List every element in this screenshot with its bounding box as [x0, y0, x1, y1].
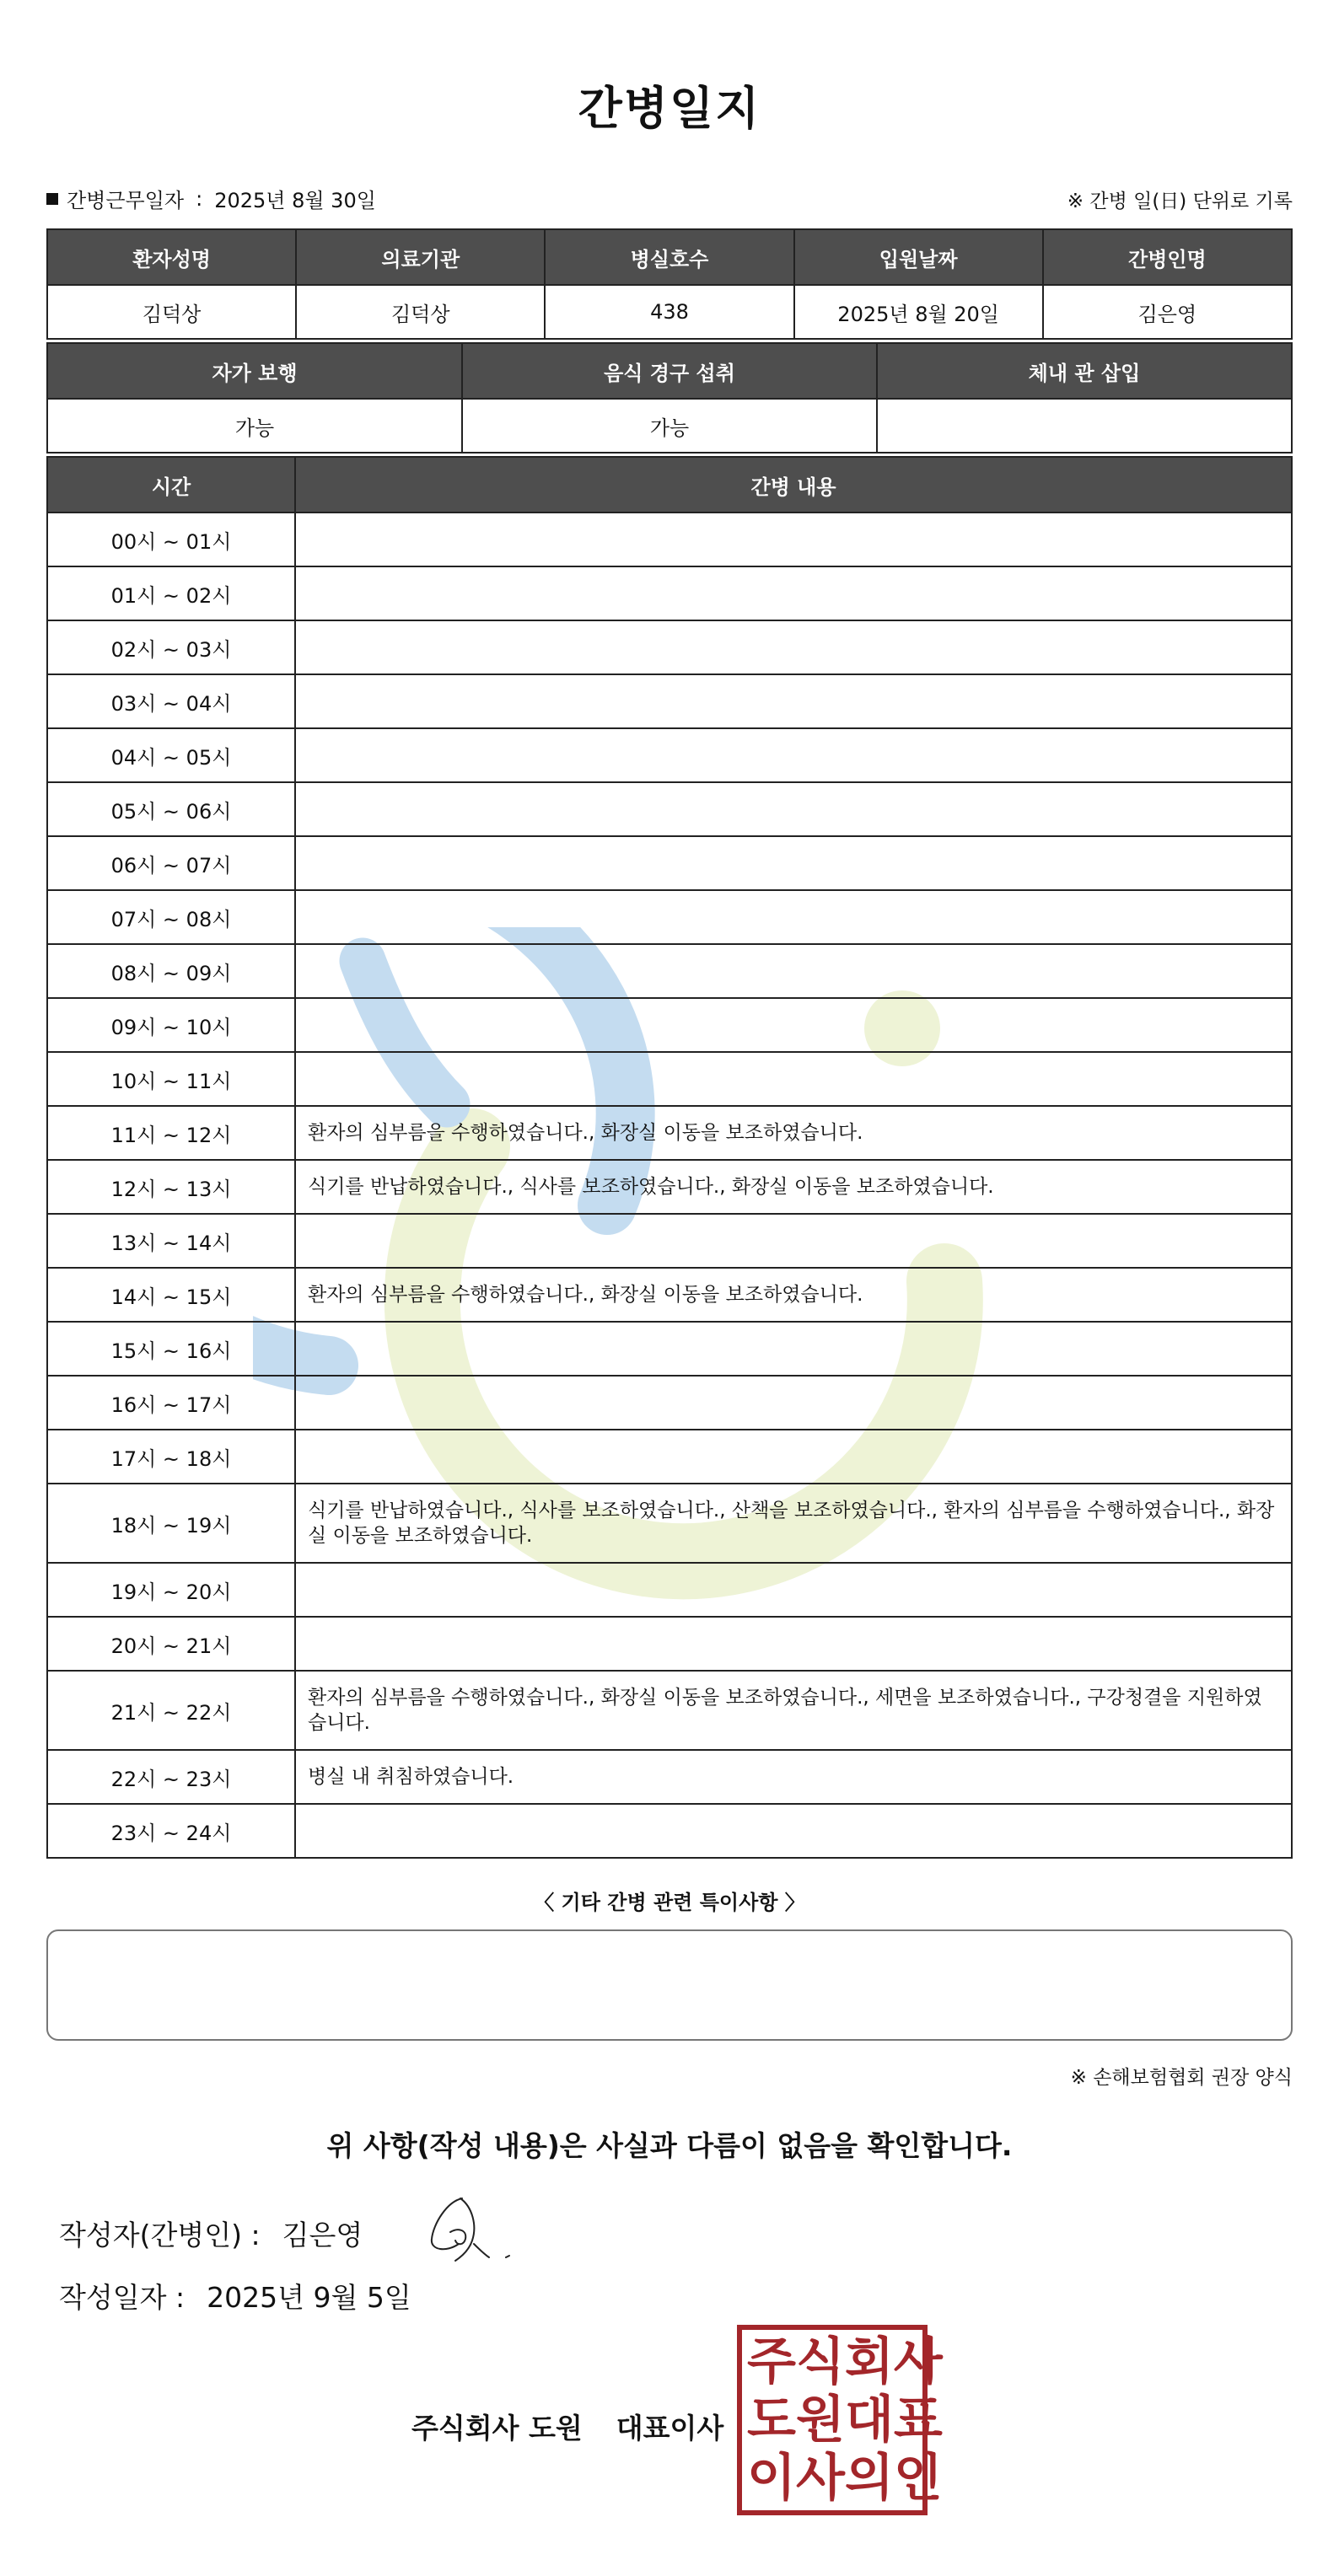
seal-characters	[747, 2332, 943, 2508]
table-row	[47, 836, 1292, 890]
seal-character: 인	[893, 2448, 943, 2508]
admission-date-header: 입원날짜	[794, 229, 1043, 285]
company-name: 주식회사 도원	[411, 2412, 583, 2445]
table-row	[47, 513, 1292, 566]
care-content-cell	[295, 728, 1292, 782]
seal-character: 사	[893, 2332, 943, 2392]
care-schedule-table	[46, 456, 1293, 1859]
room-cell: 438	[545, 285, 793, 339]
status-header-row	[47, 343, 1292, 399]
care-content-cell	[295, 1617, 1292, 1671]
care-content-cell	[295, 620, 1292, 674]
table-row	[47, 1052, 1292, 1106]
hospital-header: 의료기관	[296, 229, 545, 285]
written-date-line	[59, 2276, 411, 2316]
seal-character: 대	[844, 2390, 894, 2450]
page-title: 간병일지	[578, 82, 761, 135]
seal-character: 도	[747, 2390, 796, 2450]
written-date-label: 작성일자 :	[59, 2281, 186, 2314]
written-date-value: 2025년 9월 5일	[207, 2281, 411, 2314]
table-row	[47, 1750, 1292, 1804]
time-cell: 00시 ~ 01시	[47, 513, 295, 566]
other-notes-title: 〈 기타 간병 관련 특이사항 〉	[534, 1891, 805, 1914]
seal-character: 식	[795, 2332, 845, 2392]
care-content-cell	[295, 782, 1292, 836]
patient-info-table	[46, 228, 1293, 340]
tube-insertion-cell	[877, 399, 1292, 453]
patient-status-table	[46, 342, 1293, 453]
care-content-cell	[295, 513, 1292, 566]
schedule-header-row	[47, 457, 1292, 513]
time-cell: 06시 ~ 07시	[47, 836, 295, 890]
care-content-cell	[295, 944, 1292, 998]
author-label: 작성자(간병인) :	[59, 2219, 261, 2251]
seal-character: 의	[844, 2448, 894, 2508]
record-note: ※ 간병 일(日) 단위로 기록	[1067, 191, 1293, 212]
time-cell: 05시 ~ 06시	[47, 782, 295, 836]
time-cell: 23시 ~ 24시	[47, 1804, 295, 1858]
time-cell: 20시 ~ 21시	[47, 1617, 295, 1671]
time-cell: 14시 ~ 15시	[47, 1268, 295, 1322]
confirmation-statement: 위 사항(작성 내용)은 사실과 다름이 없음을 확인합니다.	[326, 2129, 1013, 2162]
care-content-cell	[295, 1804, 1292, 1858]
work-date-separator: :	[196, 186, 203, 211]
care-content-cell	[295, 1052, 1292, 1106]
seal-character: 원	[795, 2390, 845, 2450]
care-content-cell: 병실 내 취침하였습니다.	[295, 1750, 1292, 1804]
status-value-row	[47, 399, 1292, 453]
work-date-label: 간병근무일자	[67, 189, 185, 212]
table-row	[47, 1160, 1292, 1214]
table-row	[47, 1617, 1292, 1671]
care-content-cell	[295, 1322, 1292, 1376]
time-cell: 18시 ~ 19시	[47, 1484, 295, 1563]
time-cell: 21시 ~ 22시	[47, 1671, 295, 1750]
care-content-cell	[295, 836, 1292, 890]
caregiver-header: 간병인명	[1043, 229, 1292, 285]
care-content-cell	[295, 998, 1292, 1052]
company-line	[411, 2407, 723, 2446]
seal-character: 주	[747, 2332, 796, 2392]
table-row	[47, 566, 1292, 620]
time-cell: 13시 ~ 14시	[47, 1214, 295, 1268]
time-cell: 15시 ~ 16시	[47, 1322, 295, 1376]
seal-character: 표	[893, 2390, 943, 2450]
table-row	[47, 728, 1292, 782]
time-cell: 09시 ~ 10시	[47, 998, 295, 1052]
table-row	[47, 1671, 1292, 1750]
author-name: 김은영	[282, 2219, 363, 2251]
work-date-value: 2025년 8월 30일	[214, 189, 376, 212]
time-cell: 04시 ~ 05시	[47, 728, 295, 782]
time-cell: 12시 ~ 13시	[47, 1160, 295, 1214]
other-notes-box	[46, 1929, 1293, 2041]
patient-info-header-row	[47, 229, 1292, 285]
seal-character: 회	[844, 2332, 894, 2392]
tube-insertion-header: 체내 관 삽입	[877, 343, 1292, 399]
table-row	[47, 1322, 1292, 1376]
patient-name-cell: 김덕상	[47, 285, 296, 339]
care-content-cell	[295, 1430, 1292, 1484]
table-row	[47, 1563, 1292, 1617]
time-header: 시간	[47, 457, 295, 513]
care-content-cell	[295, 1376, 1292, 1430]
time-cell: 11시 ~ 12시	[47, 1106, 295, 1160]
care-content-cell	[295, 890, 1292, 944]
time-cell: 10시 ~ 11시	[47, 1052, 295, 1106]
table-row	[47, 944, 1292, 998]
time-cell: 01시 ~ 02시	[47, 566, 295, 620]
table-row	[47, 1376, 1292, 1430]
representative-title: 대표이사	[616, 2412, 724, 2445]
oral-intake-header: 음식 경구 섭취	[462, 343, 877, 399]
table-row	[47, 890, 1292, 944]
patient-name-header: 환자성명	[47, 229, 296, 285]
table-row	[47, 1430, 1292, 1484]
table-row	[47, 1106, 1292, 1160]
company-seal-stamp	[737, 2325, 943, 2515]
table-row	[47, 782, 1292, 836]
time-cell: 17시 ~ 18시	[47, 1430, 295, 1484]
oral-intake-cell: 가능	[462, 399, 877, 453]
meta-row	[46, 184, 1293, 217]
author-line	[59, 2214, 363, 2253]
self-walk-cell: 가능	[47, 399, 462, 453]
room-header: 병실호수	[545, 229, 793, 285]
time-cell: 22시 ~ 23시	[47, 1750, 295, 1804]
handwritten-signature-icon	[422, 2190, 514, 2266]
care-content-cell: 식기를 반납하였습니다., 식사를 보조하였습니다., 화장실 이동을 보조하였습니다.	[295, 1160, 1292, 1214]
care-content-cell	[295, 1214, 1292, 1268]
table-row	[47, 1804, 1292, 1858]
hospital-cell: 김덕상	[296, 285, 545, 339]
table-row	[47, 998, 1292, 1052]
form-note: ※ 손해보험협회 권장 양식	[1070, 2067, 1293, 2089]
time-cell: 02시 ~ 03시	[47, 620, 295, 674]
work-date	[46, 184, 376, 213]
time-cell: 19시 ~ 20시	[47, 1563, 295, 1617]
table-row	[47, 620, 1292, 674]
self-walk-header: 자가 보행	[47, 343, 462, 399]
caregiver-cell: 김은영	[1043, 285, 1292, 339]
care-content-cell	[295, 674, 1292, 728]
table-row	[47, 1214, 1292, 1268]
care-content-cell	[295, 1563, 1292, 1617]
black-square-icon	[46, 193, 58, 205]
care-content-cell: 환자의 심부름을 수행하였습니다., 화장실 이동을 보조하였습니다.	[295, 1106, 1292, 1160]
seal-character: 이	[747, 2448, 796, 2508]
time-cell: 16시 ~ 17시	[47, 1376, 295, 1430]
care-content-cell	[295, 566, 1292, 620]
care-content-cell: 환자의 심부름을 수행하였습니다., 화장실 이동을 보조하였습니다., 세면을 보조하였습니다., 구강청결을 지원하였습니다.	[295, 1671, 1292, 1750]
table-row	[47, 1268, 1292, 1322]
time-cell: 03시 ~ 04시	[47, 674, 295, 728]
care-content-cell: 환자의 심부름을 수행하였습니다., 화장실 이동을 보조하였습니다.	[295, 1268, 1292, 1322]
admission-date-cell: 2025년 8월 20일	[794, 285, 1043, 339]
table-row	[47, 1484, 1292, 1563]
care-content-cell: 식기를 반납하였습니다., 식사를 보조하였습니다., 산책을 보조하였습니다., 환자의 심부름을 수행하였습니다., 화장실 이동을 보조하였습니다.	[295, 1484, 1292, 1563]
patient-info-value-row	[47, 285, 1292, 339]
table-row	[47, 674, 1292, 728]
time-cell: 07시 ~ 08시	[47, 890, 295, 944]
time-cell: 08시 ~ 09시	[47, 944, 295, 998]
care-content-header: 간병 내용	[295, 457, 1292, 513]
seal-character: 사	[795, 2448, 845, 2508]
